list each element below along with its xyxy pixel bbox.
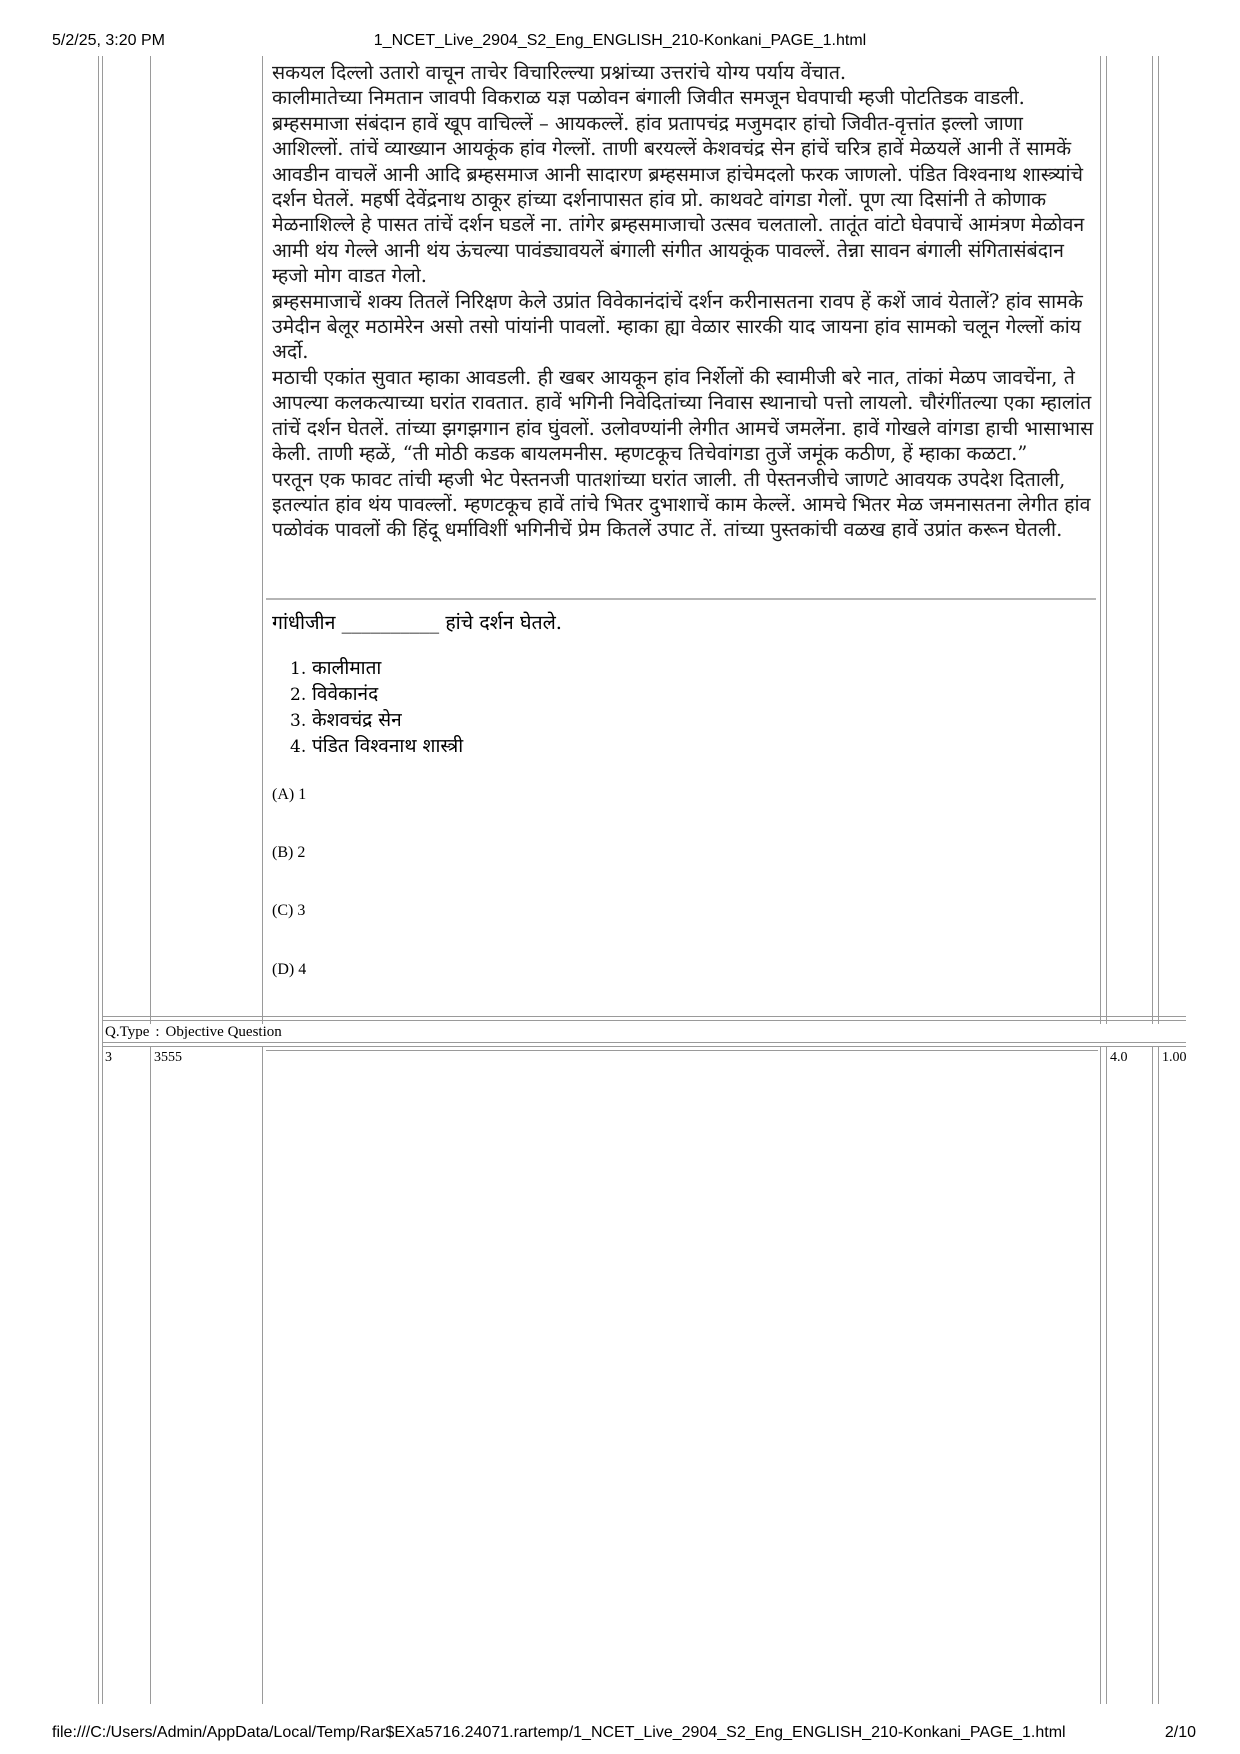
question-type: [105, 1024, 282, 1041]
print-file-url: file:///C:/Users/Admin/AppData/Local/Temp/Rar$EXa5716.24071.rartemp/1_NCET_Live_2904_S2_Eng_ENGLISH_210-Konkani_PAGE_1.html: [52, 1724, 1066, 1741]
question-stem: [272, 610, 1072, 636]
stem-after: हांचे दर्शन घेतले.: [445, 611, 563, 634]
qtype-bottom-border: [102, 1042, 1186, 1043]
row-bottom-border-2: [102, 1020, 1186, 1021]
col-divider-sno: [150, 56, 151, 1024]
next-row-body-top: [266, 1050, 1098, 1051]
passage-paragraph: परतून एक फावट तांची म्हजी भेट पेस्तनजी पातशांच्या घरांत जाली. ती पेस्तनजीचे जाणटे आवयक उपदेश दिताली, इतल्यांत हांव थंय पावल्लों. म्हणटकूच हावें तांचे भितर दुभाशाचें काम केल्लें. आमचे भितर मेळ जमनासतना लेगीत हांव पळोवंक पावलों की हिंदू धर्माविशीं भगिनीचें प्रेम कितलें उपाट तें. तांच्या पुस्तकांची वळख हावें उप्रांत करून घेतली.: [272, 467, 1091, 542]
list-item: 2. विवेकानंद: [290, 683, 379, 705]
question-id: 3555: [154, 1050, 182, 1065]
question-marks: 4.0: [1110, 1050, 1128, 1065]
answer-choice-a: (A) 1: [272, 786, 307, 803]
col-divider-neg: [1152, 56, 1153, 1024]
next-row-col-sno: [150, 1046, 151, 1704]
row-bottom-border: [102, 1016, 1186, 1017]
col-divider-body-right: [1100, 56, 1101, 1024]
qtype-label: Q.Type: [105, 1024, 150, 1040]
next-row-col-neg-inner: [1158, 1046, 1159, 1704]
print-datetime: 5/2/25, 3:20 PM: [52, 32, 165, 49]
table-border-left: [98, 56, 99, 1704]
table-border-left-inner: [102, 56, 103, 1704]
print-footer: [0, 1720, 1240, 1744]
col-divider-marks: [1106, 56, 1107, 1024]
question-negative-marks: 1.00: [1162, 1050, 1187, 1065]
list-item: 3. केशवचंद्र सेन: [290, 709, 402, 731]
qtype-separator: :: [155, 1024, 160, 1040]
next-row-col-body: [1100, 1046, 1101, 1704]
next-row-col-neg: [1152, 1046, 1153, 1704]
print-page-number: 2/10: [1164, 1724, 1196, 1741]
answer-choice-c: (C) 3: [272, 902, 306, 919]
passage-paragraph: ब्रम्हसमाजाचें शक्य तितलें निरिक्षण केले उप्रांत विवेकानंदांचें दर्शन करीनासतना रावप हें कशें जावं येतालें? हांव सामके उमेदीन बेलूर मठामेरेन असो तसो पांयांनी पावलों. म्हाका ह्या वेळार सारकी याद जायना हांव सामको चलून गेल्लों कांय अर्दो.: [272, 289, 1083, 364]
question-serial-number: 3: [105, 1050, 112, 1065]
stem-blank: __________: [341, 611, 440, 634]
passage-question-divider: [266, 598, 1096, 600]
print-page-title: 1_NCET_Live_2904_S2_Eng_ENGLISH_210-Konkani_PAGE_1.html: [373, 32, 867, 49]
col-divider-qid: [262, 56, 263, 1024]
col-divider-neg-inner: [1158, 56, 1159, 1024]
passage-paragraph: कालीमातेच्या निमतान जावपी विकराळ यज्ञ पळोवन बंगाली जिवीत समजून घेवपाची म्हजी पोटतिडक वाडली. ब्रम्हसमाजा संबंदान हावें खूप वाचिल्लें – आयकल्लें. हांव प्रतापचंद्र मजुमदार हांचो जिवीत-वृत्तांत इल्लो जाणा आशिल्लों. तांचें व्याख्यान आयकूंक हांव गेल्लों. ताणी बरयल्लें केशवचंद्र सेन हांचें चरित्र हावें मेळयलें आनी तें सामकें आवडीन वाचलें आनी आदि ब्रम्हसमाज आनी सादारण ब्रम्हसमाज हांचेमदलो फरक जाणलो. पंडित विश्वनाथ शास्त्र्यांचे दर्शन घेतलें. महर्षी देवेंद्रनाथ ठाकूर हांच्या दर्शनापासत हांव प्रो. काथवटे वांगडा गेलों. पूण त्या दिसांनी ते कोणाक मेळनाशिल्ले हे पासत तांचें दर्शन घडलें ना. तांगेर ब्रम्हसमाजाचो उत्सव चलतालो. तातूंत वांटो घेवपाचें आमंत्रण मेळोवन आमी थंय गेल्ले आनी थंय ऊंचल्या पावंड्यावयलें बंगाली संगीत आयकूंक पावल्लें. तेन्ना सावन बंगाली संगितासंबंदान म्हजो मोग वाडत गेलो.: [272, 86, 1085, 288]
list-item: 4. पंडित विश्वनाथ शास्त्री: [290, 735, 464, 757]
qtype-bottom-border-2: [102, 1046, 1186, 1047]
options-list: [290, 656, 463, 760]
next-row-col-qid: [262, 1046, 263, 1704]
passage-instruction: सकयल दिल्लो उतारो वाचून ताचेर विचारिल्ल्या प्रश्नांच्या उत्तरांचे योग्य पर्याय वेंचात.: [272, 61, 847, 84]
answer-choice-b: (B) 2: [272, 844, 306, 861]
qtype-value: Objective Question: [165, 1024, 282, 1040]
next-row-col-marks: [1106, 1046, 1107, 1704]
passage-paragraph: मठाची एकांत सुवात म्हाका आवडली. ही खबर आयकून हांव निर्शेलों की स्वामीजी बरे नात, तांकां मेळप जावचेंना, ते आपल्या कलकत्याच्या घरांत रावतात. हावें भगिनी निवेदितांच्या निवास स्थानाचो पत्तो लायलो. चौरंगींतल्या एका म्हालांत तांचें दर्शन घेतलें. तांच्या झगझगान हांव घुंवलों. उलोवण्यांनी लेगीत आमचें जमलेंना. हावें गोखले वांगडा हाची भासाभास केली. ताणी म्हळें, “ती मोठी कडक बायलमनीस. म्हणटकूच तिचेवांगडा तुजें जमूंक कठीण, हें म्हाका कळटा.”: [272, 365, 1094, 466]
stem-before: गांधीजीन: [272, 611, 336, 634]
answer-choice-d: (D) 4: [272, 961, 307, 978]
reading-passage: [272, 60, 1098, 543]
list-item: 1. कालीमाता: [290, 657, 382, 679]
print-header: [0, 28, 1240, 52]
